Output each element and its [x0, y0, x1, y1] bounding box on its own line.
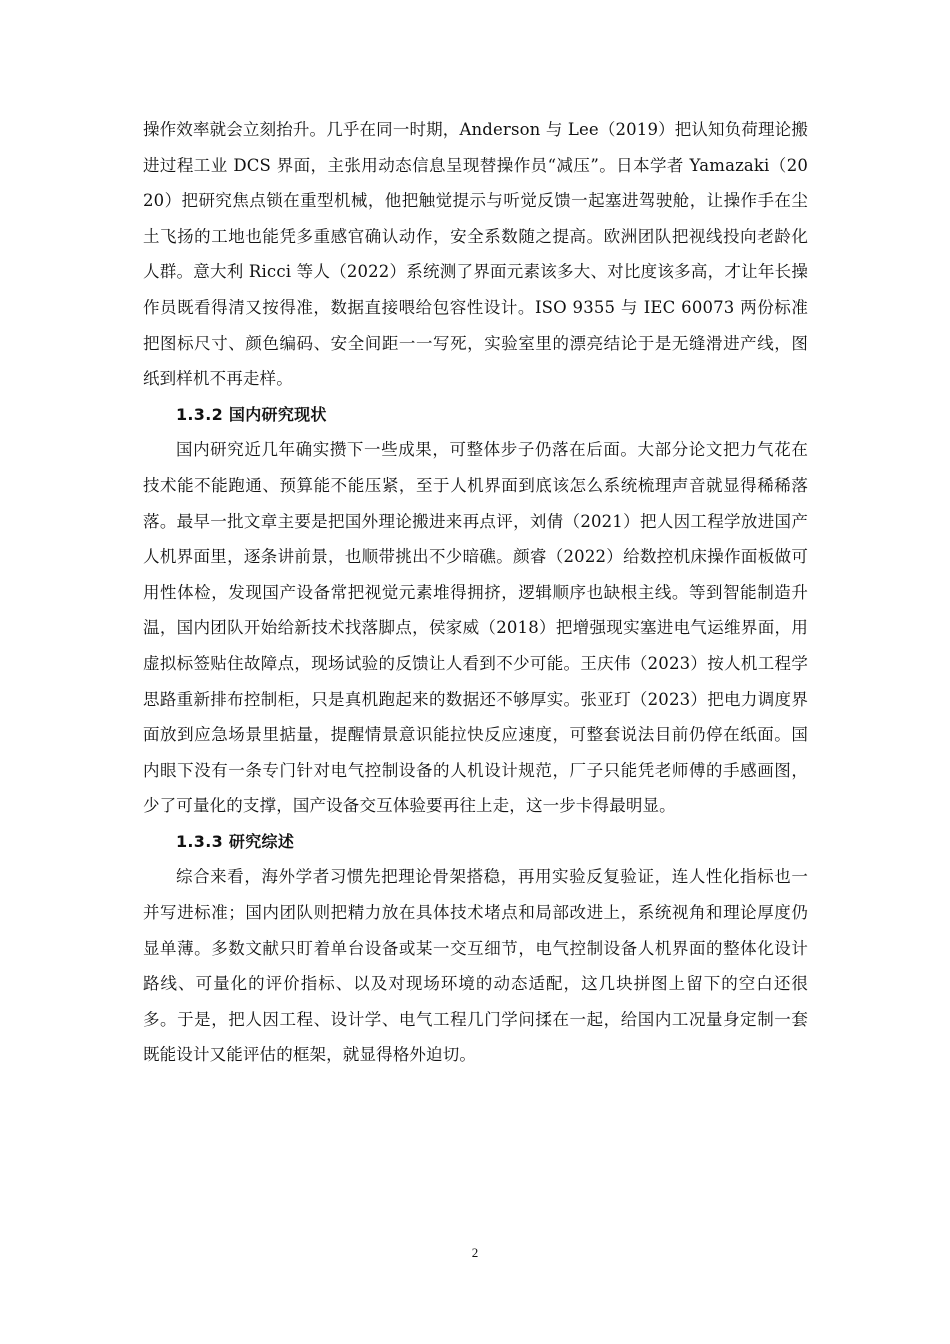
- page-body: [143, 112, 808, 1073]
- paragraph-foreign-research-continued: 操作效率就会立刻抬升。几乎在同一时期，Anderson 与 Lee（2019）把认知负荷理论搬进过程工业 DCS 界面，主张用动态信息呈现替操作员“减压”。日本学者 Yamazaki（2020）把研究焦点锁在重型机械，他把触觉提示与听觉反馈一起塞进驾驶舱，让操作手在尘土飞扬的工地也能凭多重感官确认动作，安全系数随之提高。欧洲团队把视线投向老龄化人群。意大利 Ricci 等人（2022）系统测了界面元素该多大、对比度该多高，才让年长操作员既看得清又按得准，数据直接喂给包容性设计。ISO 9355 与 IEC 60073 两份标准把图标尺寸、颜色编码、安全间距一一写死，实验室里的漂亮结论于是无缝滑进产线，图纸到样机不再走样。: [143, 120, 808, 389]
- page-number: 2: [471, 1245, 479, 1260]
- section-heading-1-3-2: 1.3.2 国内研究现状: [176, 404, 327, 424]
- section-heading-1-3-3: 1.3.3 研究综述: [176, 831, 295, 851]
- paragraph-domestic-research: 国内研究近几年确实攒下一些成果，可整体步子仍落在后面。大部分论文把力气花在技术能不能跑通、预算能不能压紧，至于人机界面到底该怎么系统梳理声音就显得稀稀落落。最早一批文章主要是把国外理论搬进来再点评，刘倩（2021）把人因工程学放进国产人机界面里，逐条讲前景，也顺带挑出不少暗礁。颜睿（2022）给数控机床操作面板做可用性体检，发现国产设备常把视觉元素堆得拥挤，逻辑顺序也缺根主线。等到智能制造升温，国内团队开始给新技术找落脚点，侯家威（2018）把增强现实塞进电气运维界面，用虚拟标签贴住故障点，现场试验的反馈让人看到不少可能。王庆伟（2023）按人机工程学思路重新排布控制柜，只是真机跑起来的数据还不够厚实。张亚玎（2023）把电力调度界面放到应急场景里掂量，提醒情景意识能拉快反应速度，可整套说法目前仍停在纸面。国内眼下没有一条专门针对电气控制设备的人机设计规范，厂子只能凭老师傅的手感画图，少了可量化的支撑，国产设备交互体验要再往上走，这一步卡得最明显。: [143, 440, 808, 816]
- paragraph-research-summary: 综合来看，海外学者习惯先把理论骨架搭稳，再用实验反复验证，连人性化指标也一并写进标准；国内团队则把精力放在具体技术堵点和局部改进上，系统视角和理论厚度仍显单薄。多数文献只盯着单台设备或某一交互细节，电气控制设备人机界面的整体化设计路线、可量化的评价指标、以及对现场环境的动态适配，这几块拼图上留下的空白还很多。于是，把人因工程、设计学、电气工程几门学问揉在一起，给国内工况量身定制一套既能设计又能评估的框架，就显得格外迫切。: [143, 867, 808, 1065]
